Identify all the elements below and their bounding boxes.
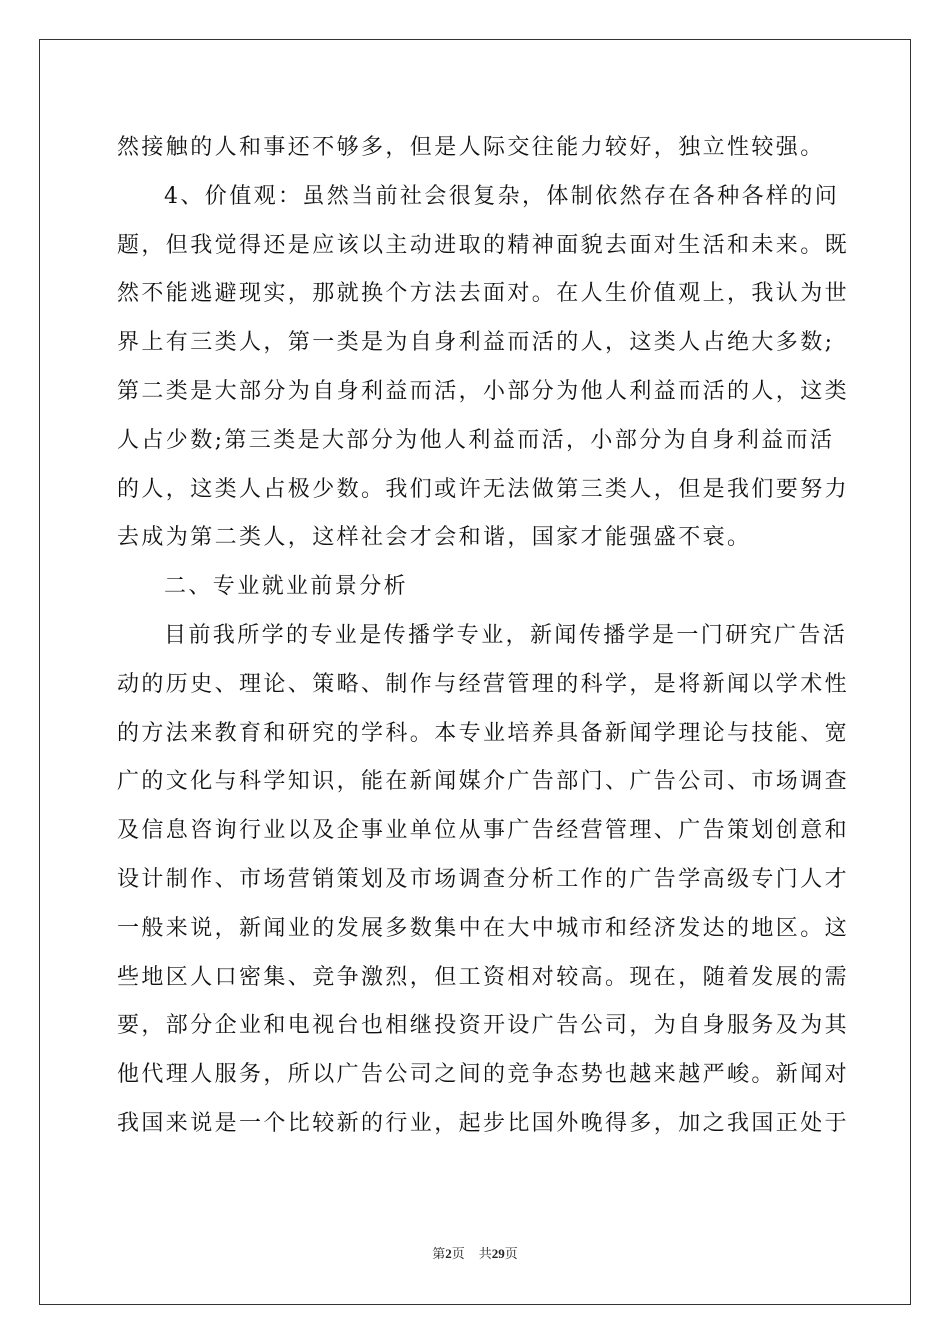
- text-line: 的方法来教育和研究的学科。本专业培养具备新闻学理论与技能、宽: [117, 720, 850, 746]
- page-prefix: 第: [432, 1246, 446, 1261]
- text-line: 然接触的人和事还不够多，但是人际交往能力较好，独立性较强。: [117, 135, 825, 160]
- text-line: 然不能逃避现实，那就换个方法去面对。在人生价值观上，我认为世: [117, 281, 850, 307]
- document-body: [117, 124, 850, 1149]
- text-line: 第二类是大部分为自身利益而活，小部分为他人利益而活的人，这类: [117, 378, 850, 404]
- text-line: 4、价值观：虽然当前社会很复杂，体制依然存在各种各样的问: [164, 183, 840, 209]
- text-line: 要，部分企业和电视台也相继投资开设广告公司，为自身服务及为其: [117, 1013, 850, 1039]
- text-line: 人占少数;第三类是大部分为他人利益而活，小部分为自身利益而活: [117, 427, 835, 453]
- text-line: 去成为第二类人，这样社会才会和谐，国家才能强盛不衰。: [117, 525, 752, 551]
- text-line: 的人，这类人占极少数。我们或许无法做第三类人，但是我们要努力: [117, 476, 850, 502]
- text-line: 些地区人口密集、竞争激烈，但工资相对较高。现在，随着发展的需: [117, 964, 850, 990]
- text-line: 动的历史、理论、策略、制作与经营管理的科学，是将新闻以学术性: [117, 671, 850, 697]
- total-unit: 页: [504, 1246, 518, 1261]
- page-number: 2: [445, 1246, 452, 1261]
- text-line: 广的文化与科学知识，能在新闻媒介广告部门、广告公司、市场调查: [117, 769, 850, 795]
- total-prefix: 共: [478, 1246, 492, 1261]
- text-line: 目前我所学的专业是传播学专业，新闻传播学是一门研究广告活: [164, 622, 848, 648]
- text-line: 设计制作、市场营销策划及市场调查分析工作的广告学高级专门人才: [117, 866, 850, 892]
- page-total: 29: [491, 1246, 505, 1261]
- text-line: 一般来说，新闻业的发展多数集中在大中城市和经济发达的地区。这: [117, 915, 850, 941]
- page-unit: 页: [451, 1246, 465, 1261]
- text-line: 我国来说是一个比较新的行业，起步比国外晚得多，加之我国正处于: [117, 1110, 850, 1136]
- text-line: 题，但我觉得还是应该以主动进取的精神面貌去面对生活和未来。既: [117, 232, 850, 258]
- section-heading: 二、专业就业前景分析: [164, 574, 409, 600]
- page-footer: [0, 1243, 950, 1262]
- text-line: 他代理人服务，所以广告公司之间的竞争态势也越来越严峻。新闻对: [117, 1062, 850, 1088]
- text-line: 界上有三类人，第一类是为自身利益而活的人，这类人占绝大多数;: [117, 330, 835, 356]
- text-line: 及信息咨询行业以及企事业单位从事广告经营管理、广告策划创意和: [117, 818, 850, 844]
